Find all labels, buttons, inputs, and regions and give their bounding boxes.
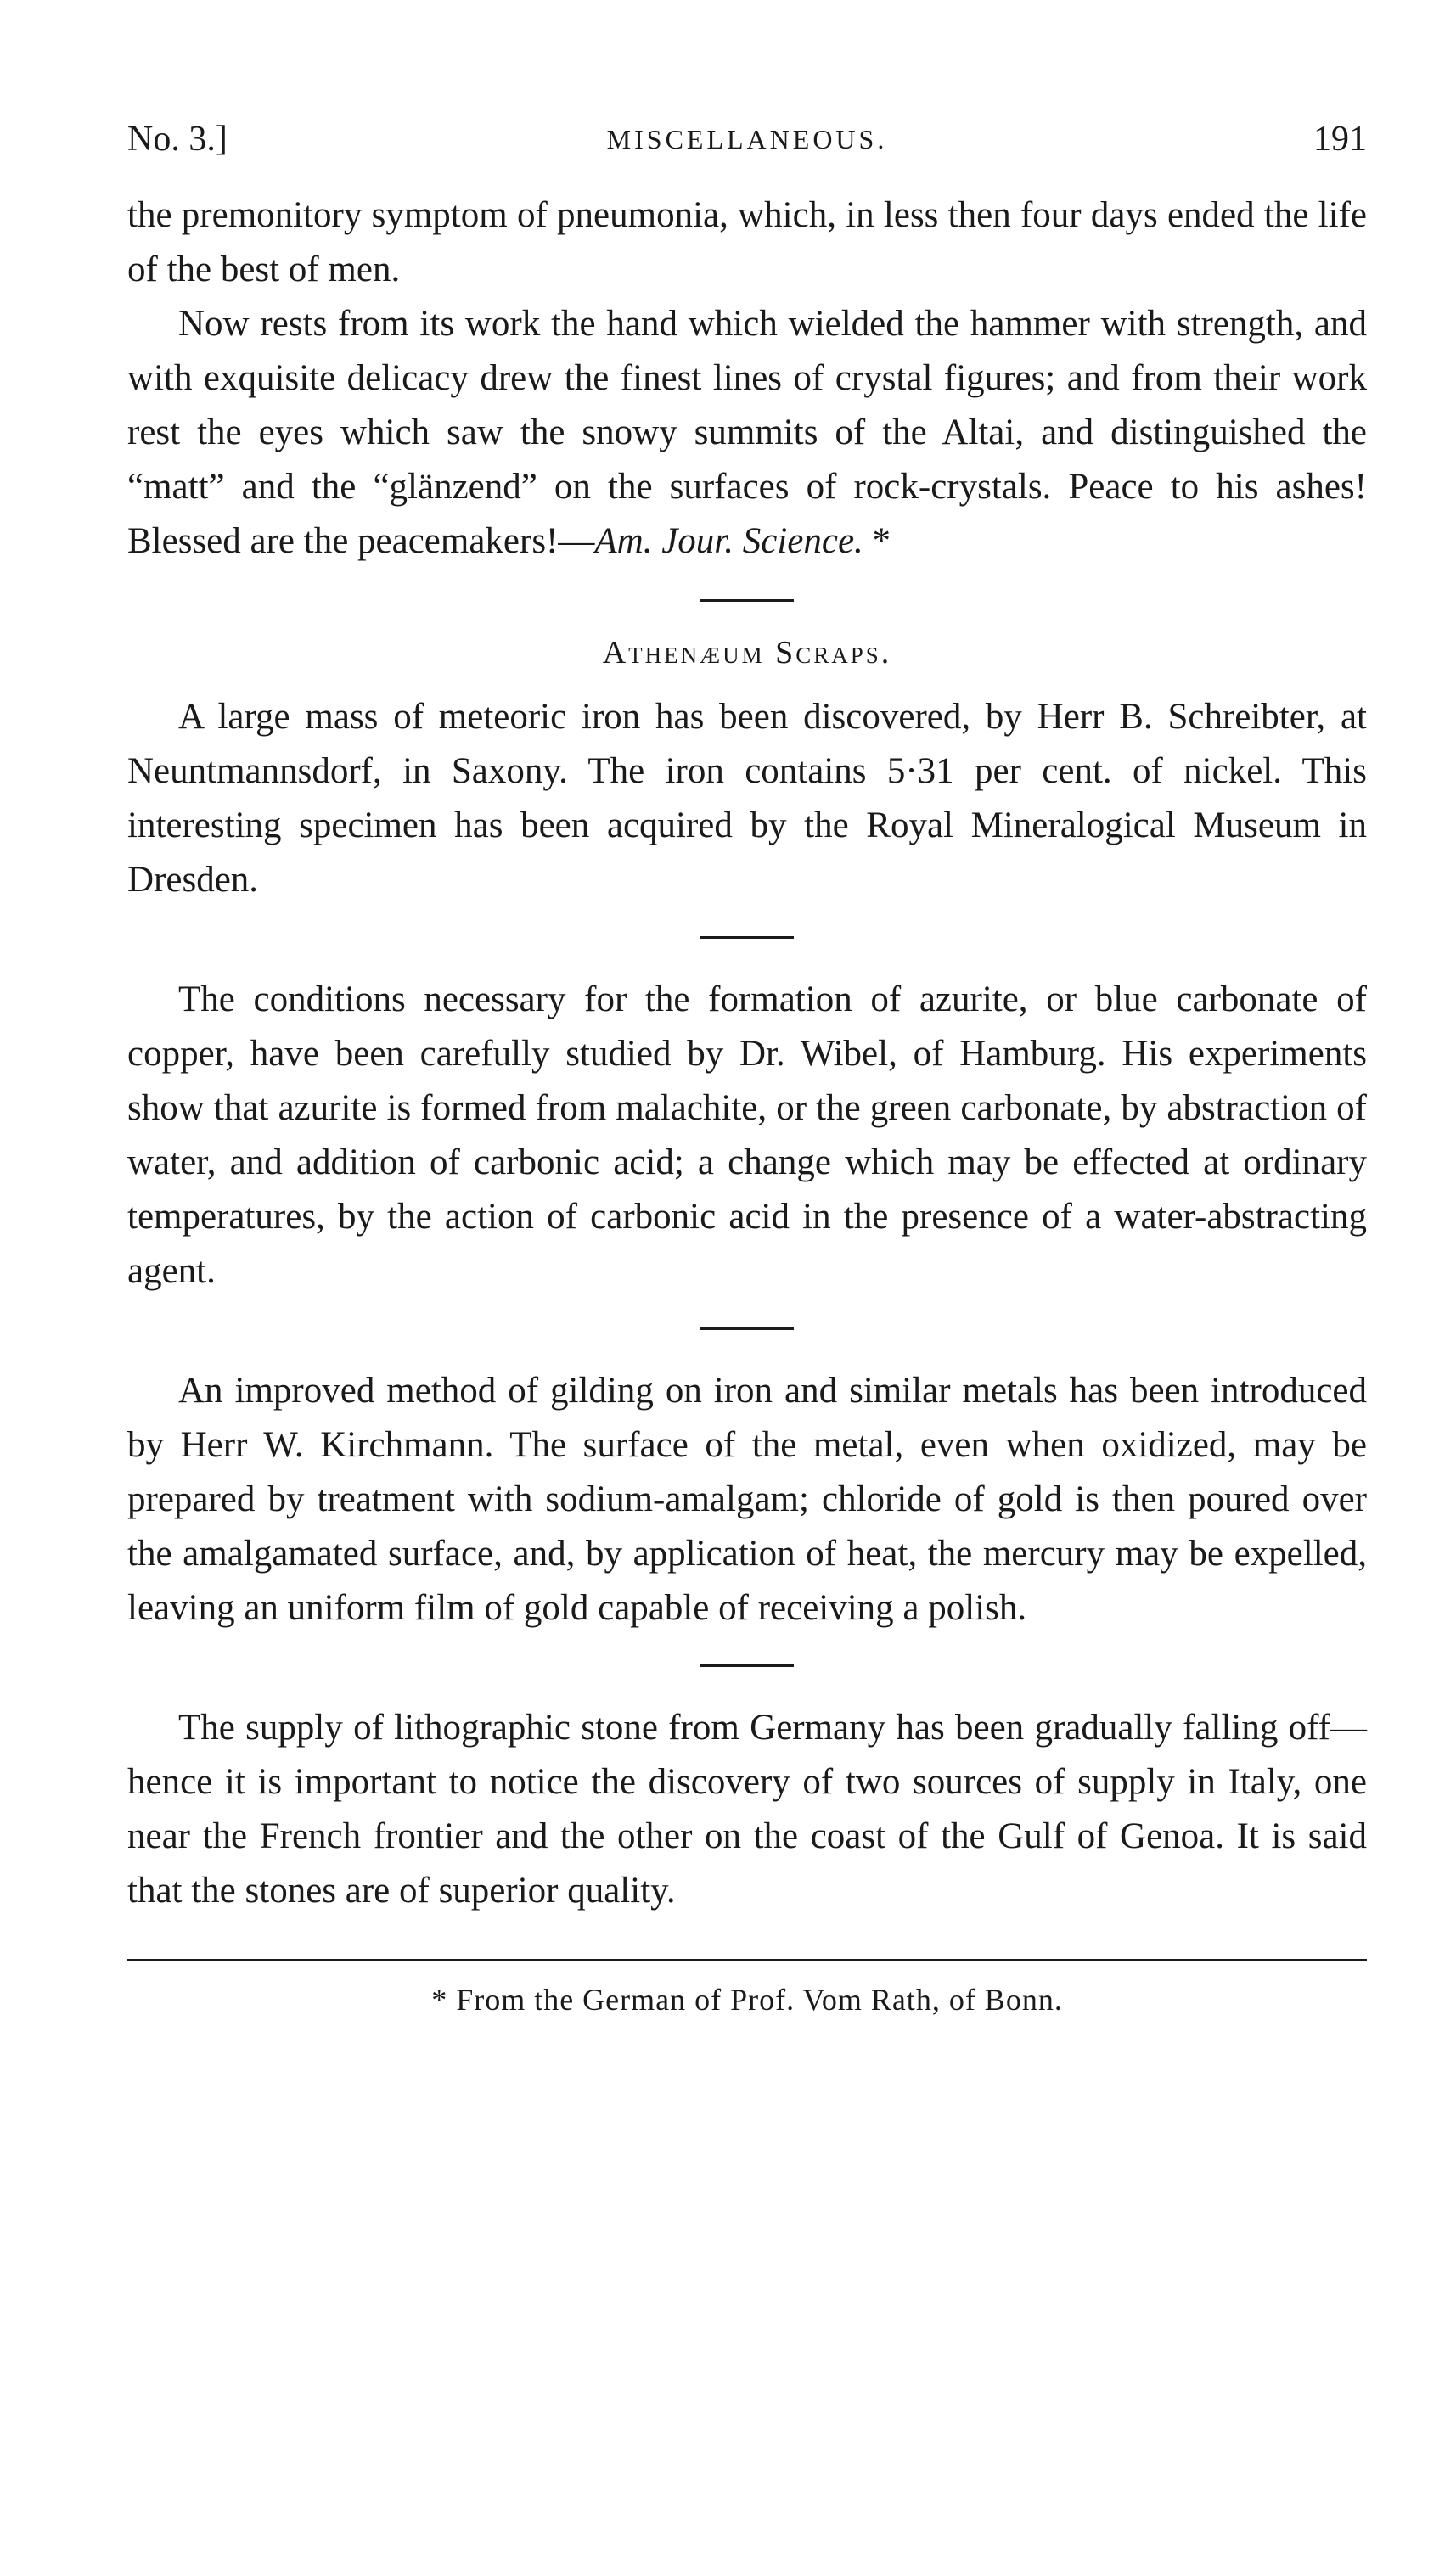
running-header [127, 110, 1367, 170]
scrap-gilding: An improved method of gilding on iron and similar metals has been introduced by Herr W. Kirchmann. The surface of the metal, even when oxidized, may be prepared by treatment with sodium-amalgam; chloride of gold is then poured over the amalgamated surface, and, by application of heat, the mercury may be expelled, leaving an uniform film of gold capable of receiving a polish. [127, 1371, 1367, 1628]
scrap-lithographic-stone: The supply of lithographic stone from Germany has been gradually falling off—hence it is important to notice the discovery of two sources of supply in Italy, one near the French frontier and the other on the coast of the Gulf of Genoa. It is said that the stones are of superior quality. [127, 1708, 1367, 1911]
footnote: * From the German of Prof. Vom Rath, of Bonn. [431, 1983, 1063, 2017]
source-citation: Am. Jour. Science. [594, 521, 863, 561]
footnote-marker: * [863, 521, 891, 561]
obituary-closing-text: Now rests from its work the hand which wielded the hammer with strength, and with exquisite delicacy drew the finest lines of crystal figures; and from their work rest the eyes which saw the snowy summits of the Altai, and distinguished the “matt” and the “glänzend” on the surfaces of rock-crystals. Peace to his ashes! Blessed are the peacemakers!— [127, 304, 1367, 561]
section-heading: Athenæum Scraps. [602, 635, 892, 671]
obituary-closing [127, 297, 1367, 569]
issue-number: No. 3.] [127, 120, 228, 159]
page-number: 191 [1313, 120, 1367, 159]
page [127, 110, 1367, 2018]
scrap-azurite: The conditions necessary for the formation of azurite, or blue carbonate of copper, have been carefully studied by Dr. Wibel, of Hamburg. His experiments show that azurite is formed from malachite, or the green carbonate, by abstraction of water, and addition of carbonic acid; a change which may be effected at ordinary temperatures, by the action of carbonic acid in the presence of a water-abstracting agent. [127, 979, 1367, 1291]
scrap-meteoric-iron: A large mass of meteoric iron has been discovered, by Herr B. Schreibter, at Neuntmannsdorf, in Saxony. The iron contains 5·31 per cent. of nickel. This interesting specimen has been acquired by the Royal Mineralogical Museum in Dresden. [127, 697, 1367, 900]
running-title: MISCELLANEOUS. [606, 124, 888, 154]
obituary-continuation: the premonitory symptom of pneumonia, which, in less then four days ended the life of the best of men. [127, 195, 1367, 289]
